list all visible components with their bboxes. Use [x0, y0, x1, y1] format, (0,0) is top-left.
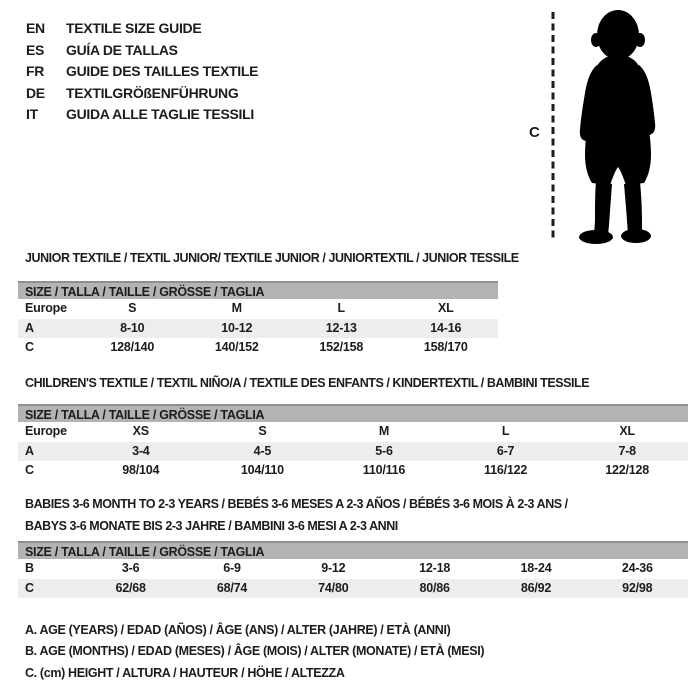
size-value-cell: 5-6: [375, 443, 393, 458]
row-label: C: [25, 580, 34, 595]
size-value-cell: 158/170: [423, 340, 468, 354]
size-value-cell: S: [258, 424, 267, 438]
size-header-band: SIZE / TALLA / TAILLE / GRÖSSE / TAGLIA: [18, 541, 688, 559]
language-label: GUÍA DE TALLAS: [66, 41, 178, 58]
size-value-cell: 3-4: [132, 443, 150, 458]
language-row: [26, 61, 258, 83]
children-size-table: [18, 404, 688, 481]
size-value-cell: 6-7: [496, 443, 515, 458]
size-value-cell: 12-18: [419, 561, 451, 575]
row-label: A: [25, 443, 34, 458]
size-value-cell: 152/158: [319, 340, 364, 354]
size-header-band: SIZE / TALLA / TAILLE / GRÖSSE / TAGLIA: [18, 404, 688, 422]
junior-size-table: [18, 281, 498, 358]
size-value-cell: 92/98: [622, 580, 653, 595]
size-value-cell: M: [378, 424, 390, 438]
row-label: C: [25, 463, 34, 477]
size-value-cell: 128/140: [110, 340, 155, 354]
size-value-cell: 4-5: [253, 443, 272, 458]
table-row: [18, 422, 688, 442]
size-header-band: SIZE / TALLA / TAILLE / GRÖSSE / TAGLIA: [18, 281, 498, 299]
size-value-cell: L: [501, 424, 510, 438]
size-value-cell: XL: [437, 301, 454, 315]
size-value-cell: 140/152: [214, 340, 259, 354]
size-value-cell: 9-12: [321, 561, 346, 575]
height-measure-label: C: [529, 124, 540, 141]
table-row: [18, 338, 498, 358]
language-row: [26, 104, 258, 126]
size-value-cell: M: [231, 301, 242, 315]
size-value-cell: 6-9: [223, 561, 241, 575]
legend-line: A. AGE (YEARS) / EDAD (AÑOS) / ÂGE (ANS) / ALTER (JAHRE) / ETÀ (ANNI): [25, 623, 451, 637]
size-value-cell: 18-24: [520, 561, 552, 575]
size-value-cell: 68/74: [216, 580, 248, 595]
language-code: ES: [26, 41, 45, 58]
language-label: GUIDA ALLE TAGLIE TESSILI: [66, 106, 254, 122]
legend-line: C. (cm) HEIGHT / ALTURA / HAUTEUR / HÖHE / ALTEZZA: [25, 665, 345, 680]
language-label: GUIDE DES TAILLES TEXTILE: [66, 63, 259, 79]
size-value-cell: 8-10: [120, 320, 145, 335]
table-row: [18, 579, 688, 599]
toddler-silhouette: [579, 10, 655, 244]
size-value-cell: 86/92: [520, 580, 552, 595]
babies-textile-title: [25, 494, 568, 537]
row-label: A: [25, 320, 34, 335]
row-label: Europe: [25, 424, 67, 438]
toddler-figure: [545, 5, 670, 247]
table-row: [18, 299, 498, 319]
language-code: IT: [26, 106, 38, 122]
language-row: [26, 18, 258, 40]
section-title-line: BABYS 3-6 MONATE BIS 2-3 JAHRE / BAMBINI 3-6 MESI A 2-3 ANNI: [25, 518, 398, 533]
size-value-cell: 104/110: [240, 463, 284, 477]
measure-legend: [25, 620, 484, 684]
language-code: DE: [26, 84, 45, 101]
table-row: [18, 461, 688, 481]
section-title-line: CHILDREN'S TEXTILE / TEXTIL NIÑO/A / TEXTILE DES ENFANTS / KINDERTEXTIL / BAMBINI TESSILE: [25, 376, 590, 390]
babies-size-table: [18, 541, 688, 598]
language-list: [26, 18, 258, 126]
size-value-cell: L: [337, 301, 345, 315]
size-value-cell: 62/68: [115, 580, 146, 595]
size-value-cell: 12-13: [325, 320, 357, 335]
table-row: [18, 319, 498, 339]
language-label: TEXTILGRÖßENFÜHRUNG: [66, 84, 239, 101]
size-value-cell: S: [128, 301, 137, 315]
legend-line: B. AGE (MONTHS) / EDAD (MESES) / ÂGE (MOIS) / ALTER (MONATE) / ETÀ (MESI): [25, 644, 485, 659]
childrens-textile-title: [25, 373, 589, 395]
table-row: [18, 442, 688, 462]
size-value-cell: 80/86: [419, 580, 450, 595]
language-row: [26, 40, 258, 62]
row-label: C: [25, 340, 34, 354]
size-value-cell: 14-16: [430, 320, 462, 335]
size-value-cell: 7-8: [618, 443, 636, 458]
size-value-cell: 116/122: [484, 463, 528, 477]
junior-textile-title: [25, 248, 519, 270]
language-code: EN: [26, 20, 45, 36]
size-value-cell: XL: [619, 424, 635, 438]
size-value-cell: 24-36: [621, 561, 653, 575]
size-value-cell: 10-12: [221, 320, 253, 335]
language-row: [26, 83, 258, 105]
language-code: FR: [26, 63, 45, 79]
section-title-line: JUNIOR TEXTILE / TEXTIL JUNIOR/ TEXTILE JUNIOR / JUNIORTEXTIL / JUNIOR TESSILE: [25, 251, 519, 265]
size-value-cell: 74/80: [318, 580, 349, 595]
row-label: B: [25, 561, 34, 575]
size-value-cell: XS: [132, 424, 149, 438]
section-title-line: BABIES 3-6 MONTH TO 2-3 YEARS / BEBÉS 3-6 MESES A 2-3 AÑOS / BÉBÉS 3-6 MOIS À 2-3 ANS /: [25, 497, 568, 511]
size-value-cell: 122/128: [605, 463, 650, 477]
size-value-cell: 3-6: [121, 561, 140, 575]
row-label: Europe: [25, 301, 67, 315]
size-value-cell: 98/104: [122, 463, 160, 477]
size-value-cell: 110/116: [362, 463, 406, 477]
table-row: [18, 559, 688, 579]
language-label: TEXTILE SIZE GUIDE: [66, 20, 202, 36]
